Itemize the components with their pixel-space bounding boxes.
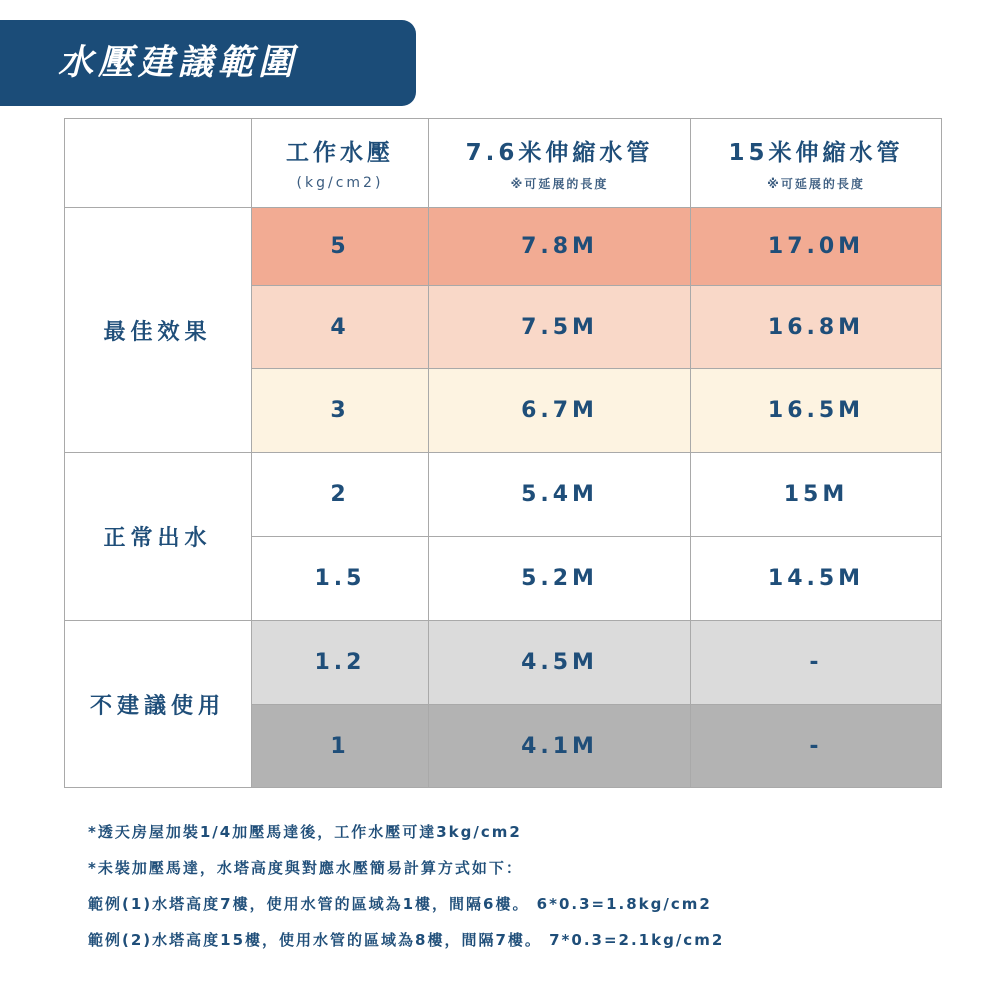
table-cell-hose76: 7.5M (429, 286, 691, 369)
table-cell-pressure: 5 (252, 208, 429, 286)
title-banner (0, 20, 416, 106)
table-cell-hose76: 5.4M (429, 453, 691, 537)
table-cell-pressure: 1.2 (252, 621, 429, 705)
header-hose-7-6m-label: 7.6米伸縮水管 (465, 139, 654, 166)
header-hose-15m (691, 118, 942, 208)
footnote-line: 範例(2)水塔高度15樓，使用水管的區域為8樓，間隔7樓。 7*0.3=2.1kg/cm2 (88, 931, 725, 949)
table-cell-hose76: 6.7M (429, 369, 691, 453)
header-pressure (252, 118, 429, 208)
table-cell-hose76: 4.5M (429, 621, 691, 705)
table-cell-pressure: 1 (252, 705, 429, 788)
header-hose-15m-note: ※可延展的長度 (767, 176, 865, 191)
header-hose-7-6m-note: ※可延展的長度 (510, 176, 609, 191)
table-cell-pressure: 3 (252, 369, 429, 453)
header-pressure-label: 工作水壓 (286, 140, 394, 166)
footnote-line: 範例(1)水塔高度7樓，使用水管的區域為1樓，間隔6樓。 6*0.3=1.8kg/cm2 (88, 895, 712, 913)
header-blank-cell (64, 118, 252, 208)
page-title: 水壓建議範圍 (58, 43, 299, 83)
table-cell-pressure: 4 (252, 286, 429, 369)
header-hose-7-6m (429, 118, 691, 208)
table-cell-hose15: 16.8M (691, 286, 942, 369)
table-cell-hose15: 17.0M (691, 208, 942, 286)
table-cell-hose76: 5.2M (429, 537, 691, 621)
header-pressure-unit: (kg/cm2) (296, 175, 384, 191)
table-cell-hose76: 7.8M (429, 208, 691, 286)
table-cell-hose15: 14.5M (691, 537, 942, 621)
table-cell-hose15: - (691, 705, 942, 788)
group-normal-flow: 正常出水 (64, 453, 252, 621)
table-cell-hose15: 15M (691, 453, 942, 537)
table-cell-hose15: - (691, 621, 942, 705)
table-cell-pressure: 1.5 (252, 537, 429, 621)
table-cell-hose76: 4.1M (429, 705, 691, 788)
footnote-line: *未裝加壓馬達，水塔高度與對應水壓簡易計算方式如下： (88, 859, 523, 877)
footnotes (88, 818, 968, 962)
group-not-recommended: 不建議使用 (64, 621, 252, 788)
header-hose-15m-label: 15米伸縮水管 (728, 139, 904, 166)
table-cell-pressure: 2 (252, 453, 429, 537)
table-cell-hose15: 16.5M (691, 369, 942, 453)
group-best-effect: 最佳效果 (64, 208, 252, 453)
footnote-line: *透天房屋加裝1/4加壓馬達後，工作水壓可達3kg/cm2 (88, 823, 522, 841)
